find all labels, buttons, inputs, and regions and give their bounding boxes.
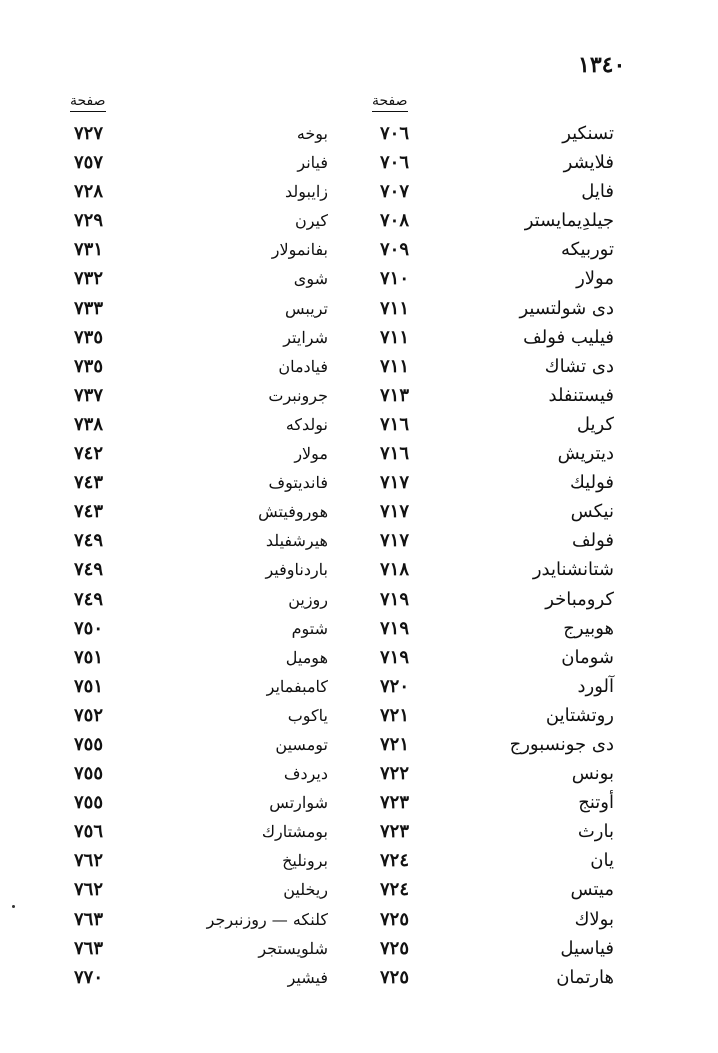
right-column-name: هارتمان xyxy=(556,966,614,988)
index-row xyxy=(0,265,718,294)
left-column-name: فيادمان xyxy=(278,356,328,376)
right-column-page: ٧٢٤ xyxy=(380,879,410,901)
right-column-page: ٧١٦ xyxy=(380,443,410,465)
index-row xyxy=(0,789,718,818)
left-column-page: ٧٦٣ xyxy=(74,937,104,959)
right-column-page: ٧١٧ xyxy=(380,472,410,494)
right-column-page: ٧٢٥ xyxy=(380,937,410,959)
left-column-page: ٧٦٣ xyxy=(74,908,104,930)
index-row xyxy=(0,615,718,644)
left-column-name: شتوم xyxy=(291,618,328,638)
right-column-page: ٧١١ xyxy=(380,297,410,319)
right-column-name: فوليك xyxy=(570,472,614,494)
left-column-page: ٧٥١ xyxy=(74,646,104,668)
right-column-page: ٧١٧ xyxy=(380,530,410,552)
index-row xyxy=(0,847,718,876)
right-column-name: فيليب فولف xyxy=(523,326,614,348)
right-column-name: دى جونسبورج xyxy=(509,733,614,755)
left-column-page: ٧٣٨ xyxy=(74,413,104,435)
left-column-name: بفانمولار xyxy=(271,240,328,260)
right-column-name: فولف xyxy=(571,530,614,552)
right-column-name: روتشتاين xyxy=(545,704,614,726)
left-column-page: ٧٣٥ xyxy=(74,355,104,377)
left-column-name: ديردف xyxy=(283,764,328,784)
left-column-page: ٧٥٦ xyxy=(74,821,104,843)
index-row xyxy=(0,149,718,178)
right-column-page: ٧٠٦ xyxy=(380,152,410,174)
left-column-page: ٧٣٥ xyxy=(74,326,104,348)
right-column-page: ٧٢١ xyxy=(380,733,410,755)
index-row xyxy=(0,935,718,964)
left-column-page: ٧٤٣ xyxy=(74,501,104,523)
left-column-name: شرايتر xyxy=(283,327,328,347)
right-column-page: ٧١١ xyxy=(380,326,410,348)
left-column-name: باردناوفير xyxy=(265,560,328,580)
index-row xyxy=(0,236,718,265)
index-row xyxy=(0,382,718,411)
left-column-page: ٧٤٩ xyxy=(74,559,104,581)
right-column-page: ٧٢٤ xyxy=(380,850,410,872)
left-column-page: ٧٧٠ xyxy=(74,966,104,988)
right-column-page: ٧١٧ xyxy=(380,501,410,523)
index-row xyxy=(0,324,718,353)
index-row xyxy=(0,906,718,935)
right-column-name: بارث xyxy=(577,821,614,843)
left-column-name: فيشير xyxy=(287,967,328,987)
page-number: ١٣٤٠ xyxy=(578,52,626,78)
right-column-page: ٧٠٨ xyxy=(380,210,410,232)
index-row xyxy=(0,702,718,731)
left-column-name: ياكوب xyxy=(287,705,328,725)
left-column-page: ٧٣١ xyxy=(74,239,104,261)
right-column-page: ٧٢٣ xyxy=(380,792,410,814)
index-row xyxy=(0,731,718,760)
index-row xyxy=(0,411,718,440)
index-row xyxy=(0,586,718,615)
right-column-name: ميتس xyxy=(570,879,614,901)
left-column-page: ٧٥٥ xyxy=(74,763,104,785)
left-column-page: ٧٦٢ xyxy=(74,879,104,901)
right-column-page: ٧٠٩ xyxy=(380,239,410,261)
index-row xyxy=(0,556,718,585)
left-column-name: تريبس xyxy=(285,298,328,318)
left-column-page: ٧٤٣ xyxy=(74,472,104,494)
left-column-page: ٧٣٣ xyxy=(74,297,104,319)
right-column-name: تسنكير xyxy=(562,123,614,144)
left-column-page: ٧٣٧ xyxy=(74,384,104,406)
right-column-name: أوتنج xyxy=(578,792,614,814)
right-column-name: مولار xyxy=(576,268,614,290)
left-column-name: جرونبرت xyxy=(268,385,328,405)
right-column-page: ٧٢٥ xyxy=(380,908,410,930)
index-row xyxy=(0,818,718,847)
left-column-name: كلنكه — روزنبرجر xyxy=(206,909,328,929)
right-column-page: ٧٢٢ xyxy=(380,763,410,785)
left-column-name: نولدكه xyxy=(285,414,328,434)
right-column-name: دى تشاك xyxy=(544,355,614,377)
left-column-name: بومشتارك xyxy=(261,822,328,842)
left-column-page: ٧٥١ xyxy=(74,675,104,697)
right-column-page: ٧٢٠ xyxy=(380,675,410,697)
index-row xyxy=(0,120,718,149)
left-column-page: ٧٤٩ xyxy=(74,530,104,552)
left-column-name: روزين xyxy=(288,589,328,609)
left-column-name: تومسين xyxy=(275,734,328,754)
index-row xyxy=(0,295,718,324)
left-column-page: ٧٥٥ xyxy=(74,792,104,814)
index-row xyxy=(0,178,718,207)
right-column-page: ٧١٩ xyxy=(380,588,410,610)
right-column-name: يان xyxy=(590,850,614,872)
right-column-name: بولاك xyxy=(574,908,614,930)
right-column-name: شومان xyxy=(561,646,614,668)
right-column-name: دى شولتسير xyxy=(519,297,614,319)
left-column-page: ٧٣٢ xyxy=(74,268,104,290)
column-header-left: صفحة xyxy=(70,92,106,112)
right-column-page: ٧١٩ xyxy=(380,617,410,639)
left-column-page: ٧٢٨ xyxy=(74,181,104,203)
right-column-name: بونس xyxy=(571,763,614,785)
left-column-name: شلويستجر xyxy=(258,938,328,958)
left-column-name: هوروفيتش xyxy=(258,502,328,522)
left-column-page: ٧٥٢ xyxy=(74,704,104,726)
right-column-name: آلورد xyxy=(577,675,614,697)
right-column-page: ٧١٨ xyxy=(380,559,410,581)
left-column-name: فيانر xyxy=(297,153,328,173)
right-column-name: جيلدِيمايستر xyxy=(524,210,614,232)
right-column-name: توربيكه xyxy=(560,239,614,261)
right-column-page: ٧١٩ xyxy=(380,646,410,668)
left-column-name: كامبفماير xyxy=(266,676,328,696)
index-row xyxy=(0,964,718,993)
right-column-name: نيكس xyxy=(570,501,614,523)
right-column-name: فياسيل xyxy=(560,937,614,959)
left-column-page: ٧٤٩ xyxy=(74,588,104,610)
right-column-page: ٧٠٧ xyxy=(380,181,410,203)
left-column-name: ريخلين xyxy=(283,880,328,900)
index-row xyxy=(0,644,718,673)
page-speck xyxy=(12,905,15,908)
right-column-name: فايل xyxy=(581,181,614,203)
right-column-page: ٧٢٥ xyxy=(380,966,410,988)
right-column-name: كرومباخر xyxy=(545,588,614,610)
left-column-name: كيرن xyxy=(294,211,328,231)
left-column-name: مولار xyxy=(294,444,328,464)
index-list xyxy=(0,120,718,993)
index-row xyxy=(0,207,718,236)
index-row xyxy=(0,353,718,382)
index-row xyxy=(0,876,718,905)
index-row xyxy=(0,760,718,789)
right-column-name: هوبيرج xyxy=(563,617,614,639)
index-row xyxy=(0,527,718,556)
index-row xyxy=(0,498,718,527)
right-column-page: ٧٠٦ xyxy=(380,123,410,144)
left-column-name: بوخه xyxy=(296,124,328,143)
index-row xyxy=(0,469,718,498)
left-column-page: ٧٢٩ xyxy=(74,210,104,232)
left-column-page: ٧٥٧ xyxy=(74,152,104,174)
left-column-name: شوى xyxy=(293,269,328,289)
index-row xyxy=(0,440,718,469)
index-row xyxy=(0,673,718,702)
left-column-name: هيرشفيلد xyxy=(265,531,328,551)
right-column-page: ٧١٦ xyxy=(380,413,410,435)
right-column-page: ٧١٣ xyxy=(380,384,410,406)
right-column-name: شتانشنايدر xyxy=(532,559,614,581)
right-column-name: فيستنفلد xyxy=(548,384,614,406)
right-column-name: فلايشر xyxy=(563,152,614,174)
right-column-page: ٧١٠ xyxy=(380,268,410,290)
right-column-name: كريل xyxy=(576,413,614,435)
left-column-page: ٧٤٢ xyxy=(74,443,104,465)
left-column-name: هوميل xyxy=(285,647,328,667)
left-column-page: ٧٢٧ xyxy=(74,123,104,144)
right-column-page: ٧٢٣ xyxy=(380,821,410,843)
left-column-name: شوارتس xyxy=(269,793,328,813)
left-column-page: ٧٥٥ xyxy=(74,733,104,755)
left-column-page: ٧٥٠ xyxy=(74,617,104,639)
right-column-name: ديتريش xyxy=(557,443,614,465)
left-column-page: ٧٦٢ xyxy=(74,850,104,872)
left-column-name: زايبولد xyxy=(285,182,328,202)
left-column-name: فانديتوف xyxy=(268,473,328,493)
column-header-right: صفحة xyxy=(372,92,408,112)
right-column-page: ٧١١ xyxy=(380,355,410,377)
right-column-page: ٧٢١ xyxy=(380,704,410,726)
left-column-name: برونليخ xyxy=(282,851,328,871)
